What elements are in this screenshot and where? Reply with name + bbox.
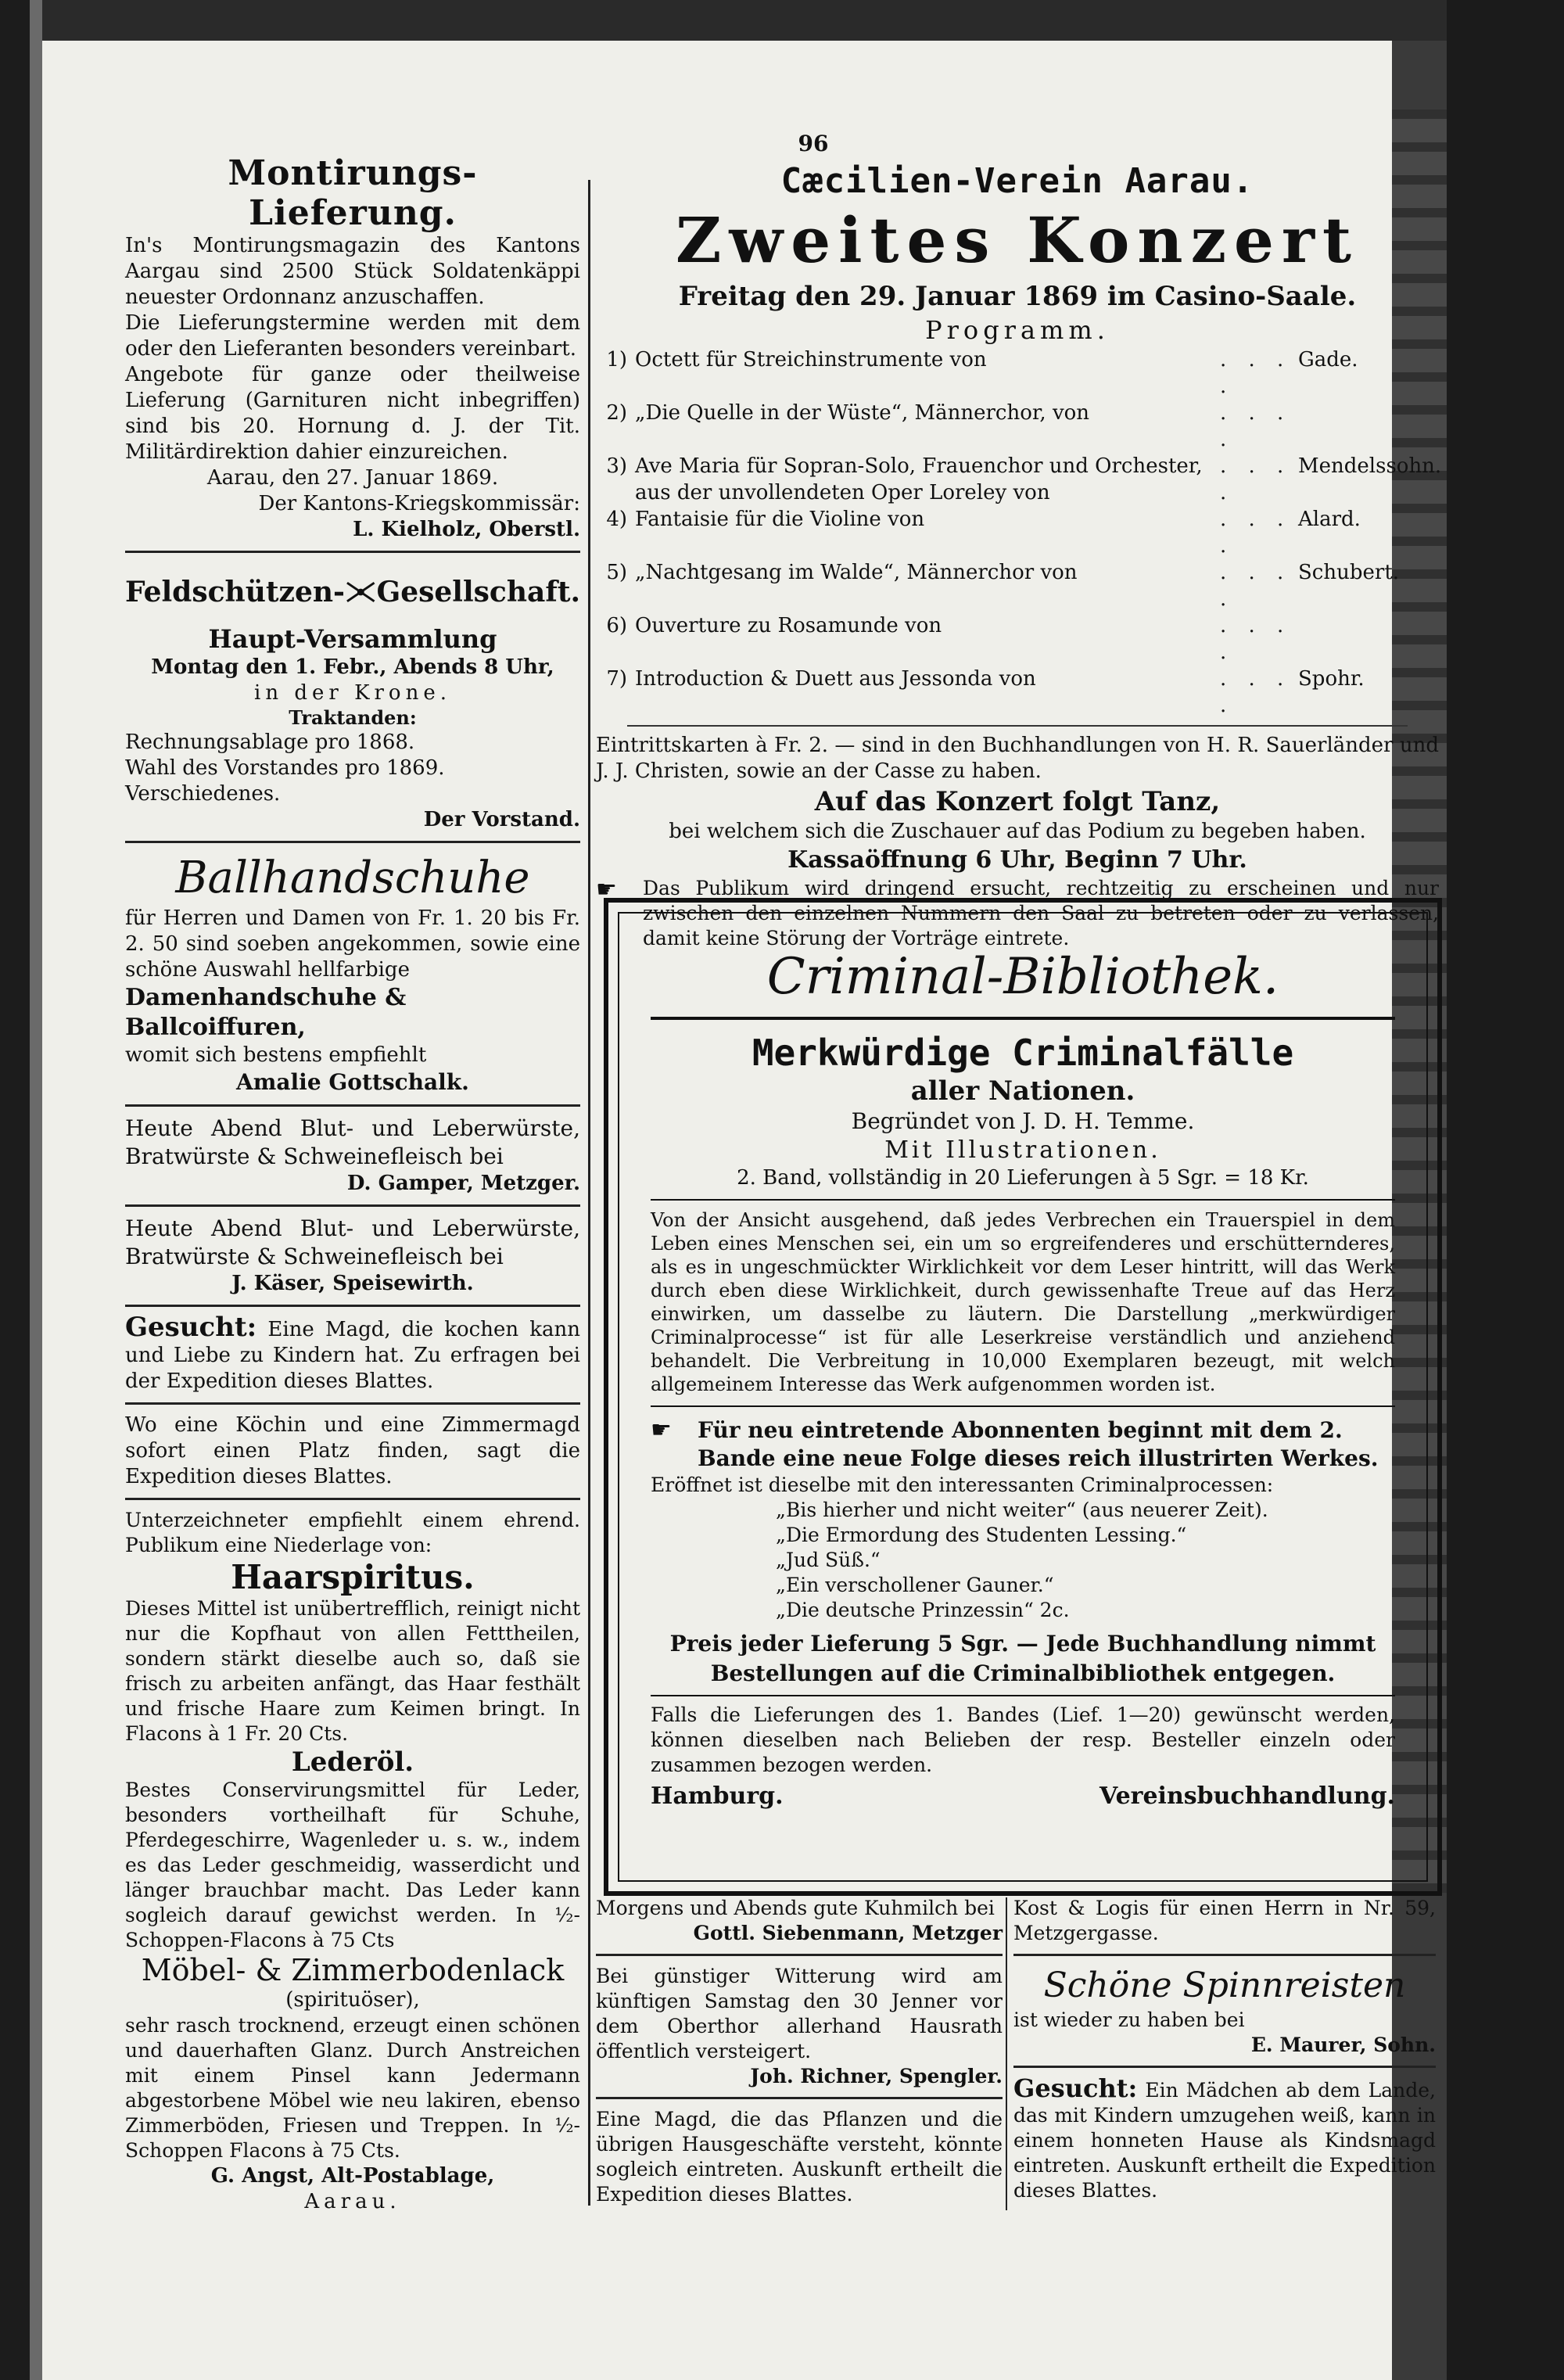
column-rule-small (1006, 1897, 1007, 2210)
crim-title: Criminal-Bibliothek. (766, 948, 1279, 1006)
crim-neu: Für neu eintretende Abonnenten beginnt mit dem 2. Bande eine neue Folge dieses reich illustrirten Werkes. (698, 1417, 1379, 1471)
programme-item: 5) „Nachtgesang im Walde“, Männerchor von . . . . Schubert. (606, 561, 1400, 611)
spinn-title: Schöne Spinnreisten (1043, 1965, 1406, 2005)
scan-edge-right (1447, 0, 1564, 2380)
spinn-body: ist wieder zu haben bei (1013, 2008, 1245, 2031)
separator (125, 1104, 580, 1107)
crim-process-2: „Die Ermordung des Studenten Lessing.“ (776, 1524, 1187, 1546)
montirung-sign2: L. Kielholz, Oberstl. (353, 518, 580, 541)
scan-edge-left-shade (30, 0, 42, 2380)
moebel-sign1: G. Angst, Alt-Postablage, (210, 2164, 495, 2188)
ad-gesucht-magd (125, 1312, 580, 1395)
crim-preis: Preis jeder Lieferung 5 Sgr. — Jede Buchhandlung nimmt Bestellungen auf die Criminalbibliothek entgegen. (669, 1631, 1376, 1686)
gesucht2-label: Gesucht: (1013, 2073, 1138, 2103)
hausrath-text: Bei günstiger Witterung wird am künftigen Samstag den 30 Jenner vor dem Oberthor allerhand Hausrath öffentlich versteigert. (596, 1965, 1003, 2062)
programme-item: 6) Ouverture zu Rosamunde von . . . . (606, 614, 1292, 664)
ad-gamper (125, 1115, 580, 1197)
pointing-hand-icon: ☛ (651, 1416, 672, 1444)
gamper-text: Heute Abend Blut- und Leberwürste, Bratwürste & Schweinefleisch bei (125, 1115, 580, 1169)
separator (125, 1402, 580, 1405)
crim-hamburg: Hamburg. (651, 1782, 784, 1810)
kuhmilch-sign: Gottl. Siebenmann, Metzger (693, 1922, 1003, 1944)
publikum-text: Das Publikum wird dringend ersucht, rechtzeitig zu erscheinen und nur zwischen den einzelnen Nummern den Saal zu betreten oder zu verlassen, damit keine Störung der Vorträge eintrete. (643, 877, 1439, 949)
separator (125, 1204, 580, 1207)
crim-sub2: aller Nationen. (910, 1075, 1135, 1107)
crim-process-1: „Bis hierher und nicht weiter“ (aus neuerer Zeit). (776, 1499, 1268, 1521)
ball-body: für Herren und Damen von Fr. 1. 20 bis Fr. 2. 50 sind soeben angekommen, sowie eine schöne Auswahl hellfarbige (125, 906, 580, 982)
column-rule (588, 180, 590, 2206)
haar-body: Dieses Mittel ist unübertrefflich, reinigt nicht nur die Kopfhaut von allen Fetttheilen, sondern stärkt dieselbe auch so, daß sie frisch zu arbeiten anfängt, das Haar festhält und frische Haare zum Keimen bringt. In Flacons à 1 Fr. 20 Cts. (125, 1597, 580, 1745)
moebel-sub: (spirituöser), (285, 1988, 420, 2012)
tanz-text: bei welchem sich die Zuschauer auf das Podium zu begeben haben. (669, 820, 1366, 843)
feld-sub: Haupt-Versammlung (208, 624, 497, 654)
programme-item: 7) Introduction & Duett aus Jessonda von . . . . Spohr. (606, 667, 1365, 717)
haar-intro: Unterzeichneter empfiehlt einem ehrend. Publikum eine Niederlage von: (125, 1509, 580, 1556)
crim-verlag: Vereinsbuchhandlung. (1099, 1782, 1395, 1810)
feld-where: in der Krone. (254, 681, 451, 705)
ad-ballhandschuhe (125, 851, 580, 1097)
separator (596, 2097, 1003, 2099)
hausrath-sign: Joh. Richner, Spengler. (750, 2065, 1003, 2087)
separator (1013, 2066, 1436, 2068)
lederoel-title: Lederöl. (291, 1746, 414, 1778)
moebel-body: sehr rasch trocknend, erzeugt einen schönen und dauerhaften Glanz. Durch Anstreichen mit einem Pinsel kann Jedermann abgestorbene Möbel wie neu lakiren, ebenso Zimmerböden, Friesen und Treppen. In ½-Schoppen Flacons à 75 Cts. (125, 2014, 580, 2162)
gamper-sign: D. Gamper, Metzger. (346, 1172, 580, 1195)
montirung-date: Aarau, den 27. Januar 1869. (206, 466, 499, 490)
programme-item: 2) „Die Quelle in der Wüste“, Männerchor, von . . . . (606, 401, 1292, 451)
kaeser-sign: J. Käser, Speisewirth. (231, 1272, 474, 1295)
gesucht-text: Eine Magd, die kochen kann und Liebe zu Kindern hat. Zu erfragen bei der Expedition dieses Blattes. (125, 1318, 580, 1393)
magd2-text: Eine Magd, die das Pflanzen und die übrigen Hausgeschäfte versteht, könnte sogleich eintreten. Auskunft ertheilt die Expedition dieses Blattes. (596, 2108, 1003, 2206)
feld-title-right: Gesellschaft. (376, 576, 580, 608)
verein-title: Cæcilien-Verein Aarau. (780, 161, 1254, 201)
feld-item-3: Verschiedenes. (125, 782, 281, 806)
moebel-title: Möbel- & Zimmerbodenlack (141, 1953, 565, 1987)
pointing-hand-icon: ☛ (596, 876, 617, 903)
crim-process-4: „Ein verschollener Gauner.“ (776, 1574, 1054, 1596)
ball-rest: womit sich bestens empfiehlt (125, 1043, 427, 1067)
scan-edge-left (0, 0, 30, 2380)
feld-sign: Der Vorstand. (423, 808, 580, 831)
ad-montirung (125, 153, 580, 543)
separator (596, 1954, 1003, 1956)
separator (125, 551, 580, 553)
scan-edge-top (0, 0, 1564, 41)
tanz-title: Auf das Konzert folgt Tanz, (814, 786, 1221, 817)
feld-title-left: Feldschützen- (125, 576, 345, 608)
programme-item: 1) Octett für Streichinstrumente von . . . . Gade. (606, 348, 1358, 398)
montirung-title: Montirungs-Lieferung. (228, 153, 478, 233)
right-column (596, 125, 1442, 951)
ball-title: Ballhandschuhe (175, 853, 530, 903)
crim-neu2: Eröffnet ist dieselbe mit den interessanten Criminalprocessen: (651, 1474, 1274, 1496)
moebel-sign2: Aarau. (304, 2190, 401, 2213)
crim-process-5: „Die deutsche Prinzessin“ 2c. (776, 1599, 1070, 1621)
montirung-body3: Angebote für ganze oder theilweise Lieferung (Garnituren nicht inbegriffen) sind bis 20. Hornung d. J. der Tit. Militärdirektion dahier einzureichen. (125, 363, 580, 464)
konzert-title: Zweites Konzert (675, 203, 1360, 277)
feld-item-1: Rechnungsablage pro 1868. (125, 731, 415, 754)
bottom-right-ads (1013, 1896, 1436, 2203)
programme-item: 4) Fantaisie für die Violine von . . . . Alard. (606, 508, 1361, 558)
ad-feldschuetzen (125, 561, 580, 833)
feld-when: Montag den 1. Febr., Abends 8 Uhr, (151, 655, 554, 679)
separator (627, 725, 1408, 727)
kaeser-text: Heute Abend Blut- und Leberwürste, Bratwürste & Schweinefleisch bei (125, 1215, 580, 1269)
feld-traktanden: Traktanden: (289, 706, 417, 729)
separator (125, 841, 580, 843)
separator (1013, 1954, 1436, 1956)
kuhmilch-text: Morgens und Abends gute Kuhmilch bei (596, 1897, 995, 1919)
bottom-left-ads (596, 1896, 1003, 2207)
ad-kaeser (125, 1215, 580, 1297)
crim-illus: Mit Illustrationen. (884, 1136, 1161, 1164)
programme-item: 3) Ave Maria für Sopran-Solo, Frauenchor und Orchester, aus der unvollendeten Oper Loreley von . . . . Mendelssohn. (606, 454, 1442, 504)
crim-process-3: „Jud Süß.“ (776, 1549, 881, 1571)
montirung-sign1: Der Kantons-Kriegskommissär: (258, 492, 580, 515)
haar-title: Haarspiritus. (231, 1558, 475, 1596)
crim-sub: Merkwürdige Criminalfälle (752, 1032, 1294, 1074)
lederoel-body: Bestes Conservirungsmittel für Leder, besonders vortheilhaft für Schuhe, Pferdegeschirre, Wagenleder u. s. w., indem es das Leder geschmeidig, wasserdicht und länger brauchbar macht. Das Leder kann sogleich darauf gewichst werden. In ½-Schoppen-Flacons à 75 Cts (125, 1779, 580, 1951)
programme-list (596, 346, 1442, 719)
page-number: 96 (798, 131, 829, 156)
ball-sign: Amalie Gottschalk. (236, 1069, 469, 1095)
gesucht2-text: Ein Mädchen ab dem Lande, das mit Kindern umzugehen weiß, kann in einem honneten Hause als Kindsmagd eintreten. Auskunft ertheilt die Expedition dieses Blattes. (1013, 2079, 1436, 2202)
kasse-text: Kassaöffnung 6 Uhr, Beginn 7 Uhr. (787, 846, 1247, 874)
separator (125, 1498, 580, 1500)
crim-founder: Begründet von J. D. H. Temme. (851, 1108, 1195, 1134)
separator (125, 1305, 580, 1307)
crossed-rifles-icon (345, 561, 377, 623)
eintritt-text: Eintrittskarten à Fr. 2. — sind in den Buchhandlungen von H. R. Sauerländer und J. J. Christen, sowie an der Casse zu haben. (596, 734, 1439, 783)
crim-falls: Falls die Lieferungen des 1. Bandes (Lief. 1—20) gewünscht werden, können dieselben nach Belieben der resp. Besteller einzeln oder zusammen bezogen werden. (651, 1703, 1395, 1776)
kost-text: Kost & Logis für einen Herrn in Nr. 59, Metzgergasse. (1013, 1897, 1436, 1944)
ball-bold: Damenhandschuhe & Ballcoiffuren, (125, 984, 407, 1041)
ad-koechin: Wo eine Köchin und eine Zimmermagd sofort einen Platz finden, sagt die Expedition dieses Blattes. (125, 1413, 580, 1488)
gesucht-label: Gesucht: (125, 1312, 257, 1343)
criminal-bibliothek-ad (604, 898, 1442, 1896)
crim-band: 2. Band, vollständig in 20 Lieferungen à 5 Sgr. = 18 Kr. (737, 1166, 1309, 1190)
crim-body: Von der Ansicht ausgehend, daß jedes Verbrechen ein Trauerspiel in dem Leben eines Menschen sei, ein um so ergreifenderes und erschütternderes, als es in ungeschmückter Wirklichkeit vor dem Leser hintritt, will das Werk durch eben diese Wirklichkeit, durch gewissenhafte Treue auf das Herz einwirken, um dasselbe zu läutern. Die Darstellung „merkwürdiger Criminalprocesse“ ist für alle Leserkreise verständlich und anziehend behandelt. Die Verbreitung in 10,000 Exemplaren bezeugt, mit welch allgemeinem Interesse das Werk aufgenommen worden ist. (651, 1209, 1395, 1395)
montirung-body: In's Montirungsmagazin des Kantons Aargau sind 2500 Stück Soldatenkäppi neuester Ordonnanz anzuschaffen. (125, 234, 580, 309)
feld-item-2: Wahl des Vorstandes pro 1869. (125, 756, 445, 780)
programm-title: Programm. (925, 315, 1110, 345)
left-column (125, 153, 580, 2215)
ad-haarspiritus (125, 1508, 580, 2215)
konzert-date: Freitag den 29. Januar 1869 im Casino-Saale. (678, 281, 1357, 312)
montirung-body2: Die Lieferungstermine werden mit dem oder den Lieferanten besonders vereinbart. (125, 311, 580, 361)
spinn-sign: E. Maurer, Sohn. (1250, 2034, 1436, 2056)
